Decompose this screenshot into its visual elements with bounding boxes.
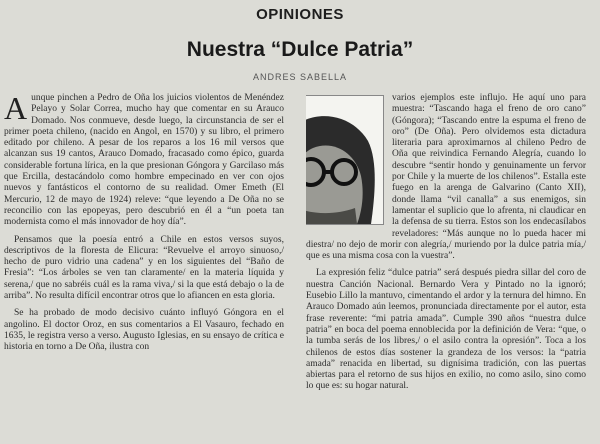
article-title: Nuestra “Dulce Patria”	[186, 38, 414, 61]
paragraph: Pensamos que la poesía entró a Chile en estos versos suyos, descriptivos de la floresta de Elicura: “Revuelve el arroyo sinuoso,/ hecho de puro vidrio una cadena” y en los siguientes del “Baño de Fresia”: “Los árboles se ven tan claramente/ en la materia líquida y serena,/ que no sabréis cuál es la rama viva,/ si la que está debajo o la de arriba”. No resulta difícil encontrar otros que lo afiancen en esta gloria.	[4, 234, 284, 302]
paragraph: varios ejemplos este influjo. He aquí uno para muestra: “Tascando haga el freno de oro cano” (Góngora); “Tascando entre la espuma el freno de oro” (De Oña). Pero olvidemos esta dictadura literaria para aproximarnos al chileno Pedro de Oña que reivindica Fernando Alegría, cuando lo descubre “sentir hondo y genuinamente un fervor por Chile y la muerte de los chilenos”. Estalla este fuego en la arenga de Galvarino (Canto XII), donde llama “vil canalla” a sus enemigos, sin lamentar el suplicio que lo afrenta, ni claudicar en la defensa de su tierra. Estos son los endecasílabos reveladores: “Más aunque no lo pueda hacer mi diestra/ no dejo de morir con alegría,/ muriendo por la dulce patria mía,/ que es una misma cosa con la vuestra”.	[306, 93, 586, 262]
paragraph	[4, 93, 284, 229]
paragraph-text: unque pinchen a Pedro de Oña los juicios violentos de Menéndez Pelayo y Solar Correa, mucho hay que comentar en su Arauco Domado. Nos conmueve, desde luego, la circunstancia de ser el primer poeta chileno, (nacido en Angol, en 1570) y su libro, el primero editado por chileno. A pesar de los reparos a los 16 mil versos que alcanzan sus 19 cantos, Arauco Domado, fracasado como épico, guarda considerable fortuna lírica, en la que presionan Góngora y Garcilaso más que Ercilla, destacándolo como hombre empecinado en ver con ojos nuevos y fantásticos el contorno de su realidad. Omer Emeth (El Mercurio, 12 de mayo de 1924) releve: “que leyendo a De Oña no se reconcilio con las epopeyas, pero descubrió en él a “un poeta tan modernista como el más innovador de hoy día”.	[4, 93, 284, 228]
section-heading: OPINIONES	[256, 6, 344, 23]
article-author: ANDRES SABELLA	[252, 72, 348, 82]
paragraph: La expresión feliz “dulce patria” será después piedra sillar del coro de nuestra Canción Nacional. Bernardo Vera y Pintado no la ignoró; Eusebio Lillo la mantuvo, cimentando el ardor y la ternura del himno. En Arauco Domado aún leemos, pronunciada directamente por el autor, esta frase reverente: “mi patria amada”. Cumple 390 años “nuestra dulce patria” en boca del poema ennoblecida por la definición de Vera: “que, o la tumba serás de los libres,/ o el asilo contra la opresión”. Toca a los chilenos de estos días sostener la grandeza de los versos: la “patria amada” renacida en libertad, su dignísima tradición, con las puertas abiertas para el retorno de sus hijos en exilio, no como asilo, sino como lo que es: su hogar natural.	[306, 268, 586, 392]
author-portrait-photo	[306, 95, 384, 225]
portrait-image	[306, 96, 383, 224]
left-column	[4, 93, 284, 444]
right-column	[306, 93, 586, 444]
dropcap: A	[4, 93, 28, 126]
paragraph: Se ha probado de modo decisivo cuánto influyó Góngora en el angolino. El doctor Oroz, en sus comentarios a El Vasauro, fechado en 1635, le registra verso a verso. Augusto Iglesias, en su ensayo de crítica e historia en torno a De Oña, ilustra con	[4, 308, 284, 353]
